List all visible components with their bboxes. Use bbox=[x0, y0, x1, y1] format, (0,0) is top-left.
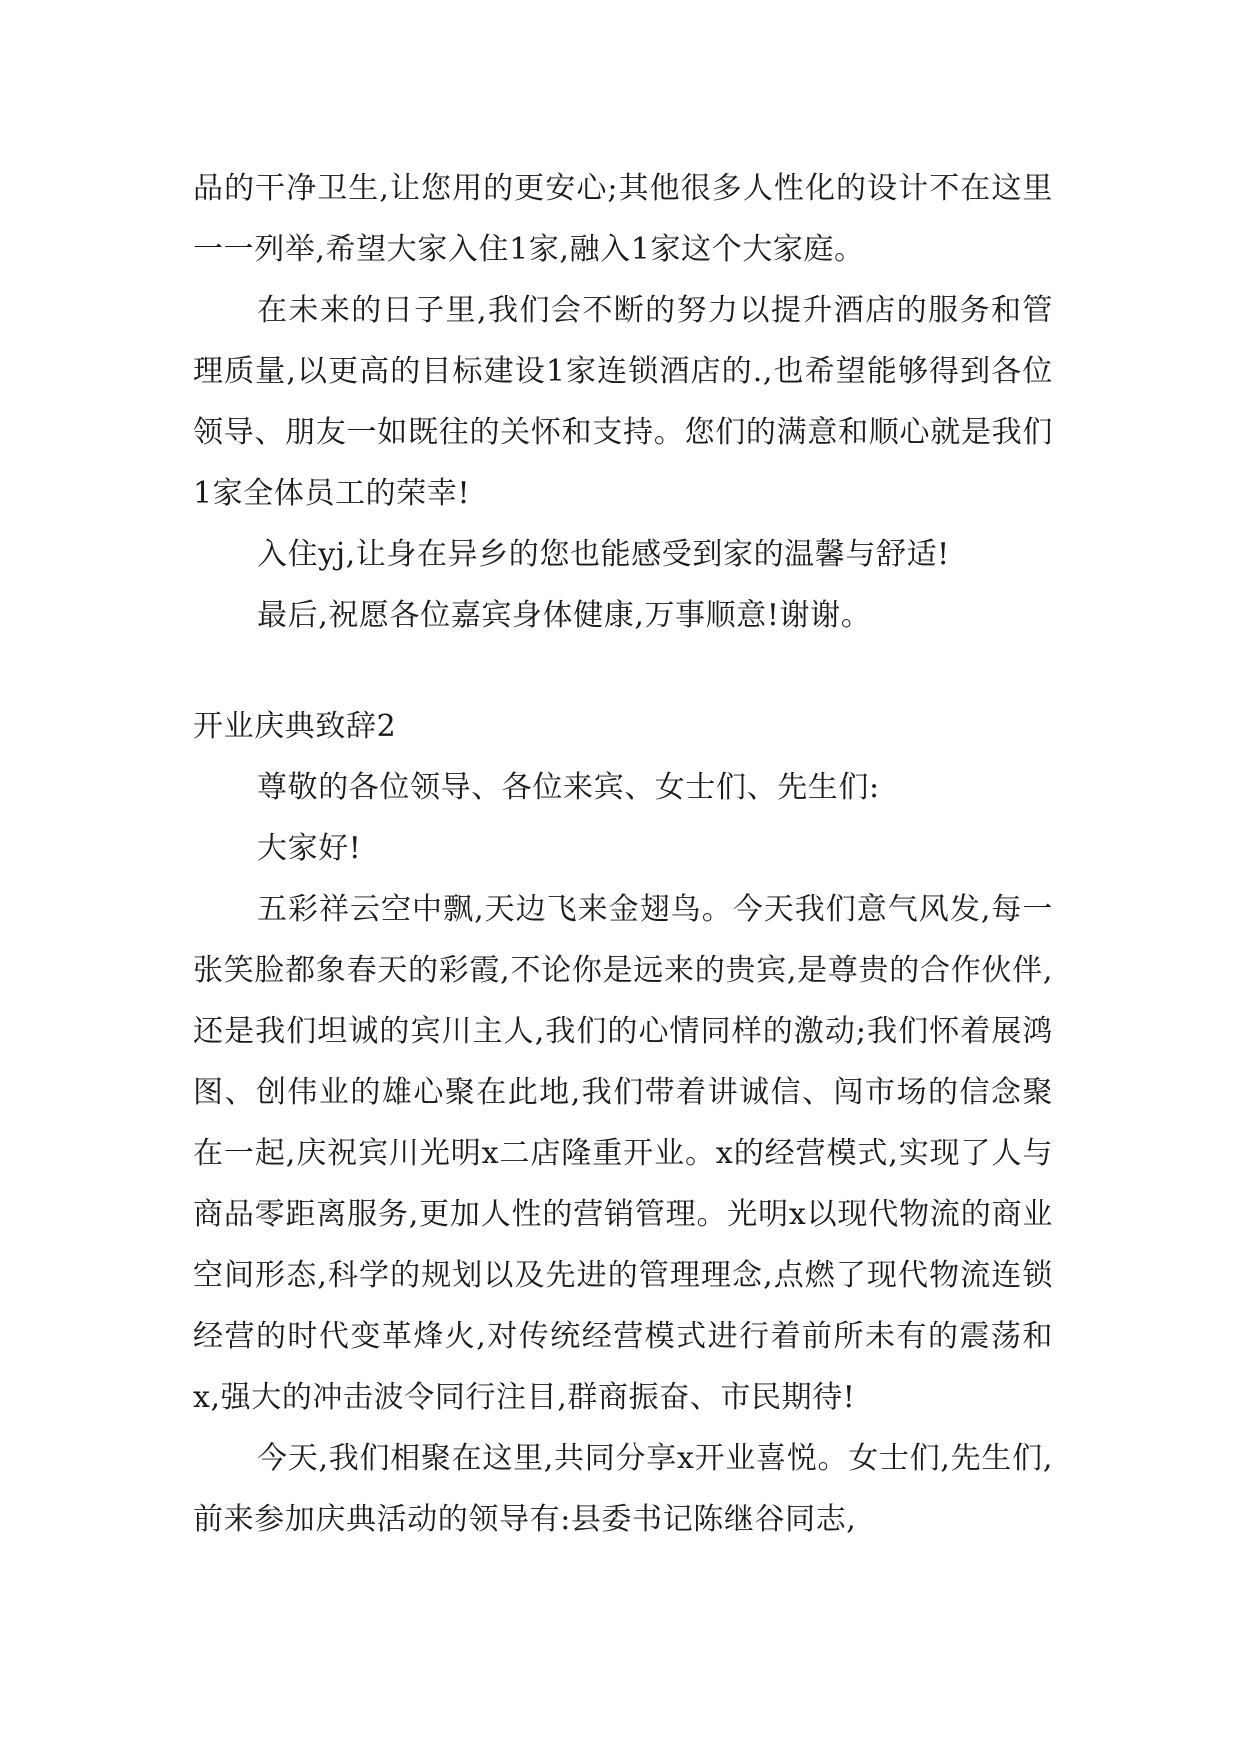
paragraph-opening-celebration: 五彩祥云空中飘,天边飞来金翅鸟。今天我们意气风发,每一张笑脸都象春天的彩霞,不论你是远来的贵宾,是尊贵的合作伙伴,还是我们坦诚的宾川主人,我们的心情同样的激动;我们怀着展鸿图、创伟业的雄心聚在此地,我们带着讲诚信、闯市场的信念聚在一起,庆祝宾川光明x二店隆重开业。x的经营模式,实现了人与商品零距离服务,更加人性的营销管理。光明x以现代物流的商业空间形态,科学的规划以及先进的管理理念,点燃了现代物流连锁经营的时代变革烽火,对传统经营模式进行着前所未有的震荡和x,强大的冲击波令同行注目,群商振奋、市民期待! bbox=[193, 892, 1053, 1415]
paragraph-stay-yj: 入住yj,让身在异乡的您也能感受到家的温馨与舒适! bbox=[257, 537, 950, 572]
paragraph-salutation: 尊敬的各位领导、各位来宾、女士们、先生们: bbox=[257, 770, 880, 805]
paragraph-continuation: 品的干净卫生,让您用的更安心;其他很多人性化的设计不在这里一一列举,希望大家入住1家,融入1家这个大家庭。 bbox=[193, 171, 1053, 267]
paragraph-future-service: 在未来的日子里,我们会不断的努力以提升酒店的服务和管理质量,以更高的目标建设1家连锁酒店的.,也希望能够得到各位领导、朋友一如既往的关怀和支持。您们的满意和顺心就是我们1家全体员工的荣幸! bbox=[193, 293, 1053, 511]
section-title: 开业庆典致辞2 bbox=[193, 709, 397, 744]
paragraph-greeting: 大家好! bbox=[257, 831, 362, 866]
paragraph-gathering: 今天,我们相聚在这里,共同分享x开业喜悦。女士们,先生们,前来参加庆典活动的领导有:县委书记陈继谷同志, bbox=[193, 1441, 1053, 1537]
document-body bbox=[193, 158, 1053, 1550]
paragraph-closing-wishes: 最后,祝愿各位嘉宾身体健康,万事顺意!谢谢。 bbox=[257, 598, 872, 633]
